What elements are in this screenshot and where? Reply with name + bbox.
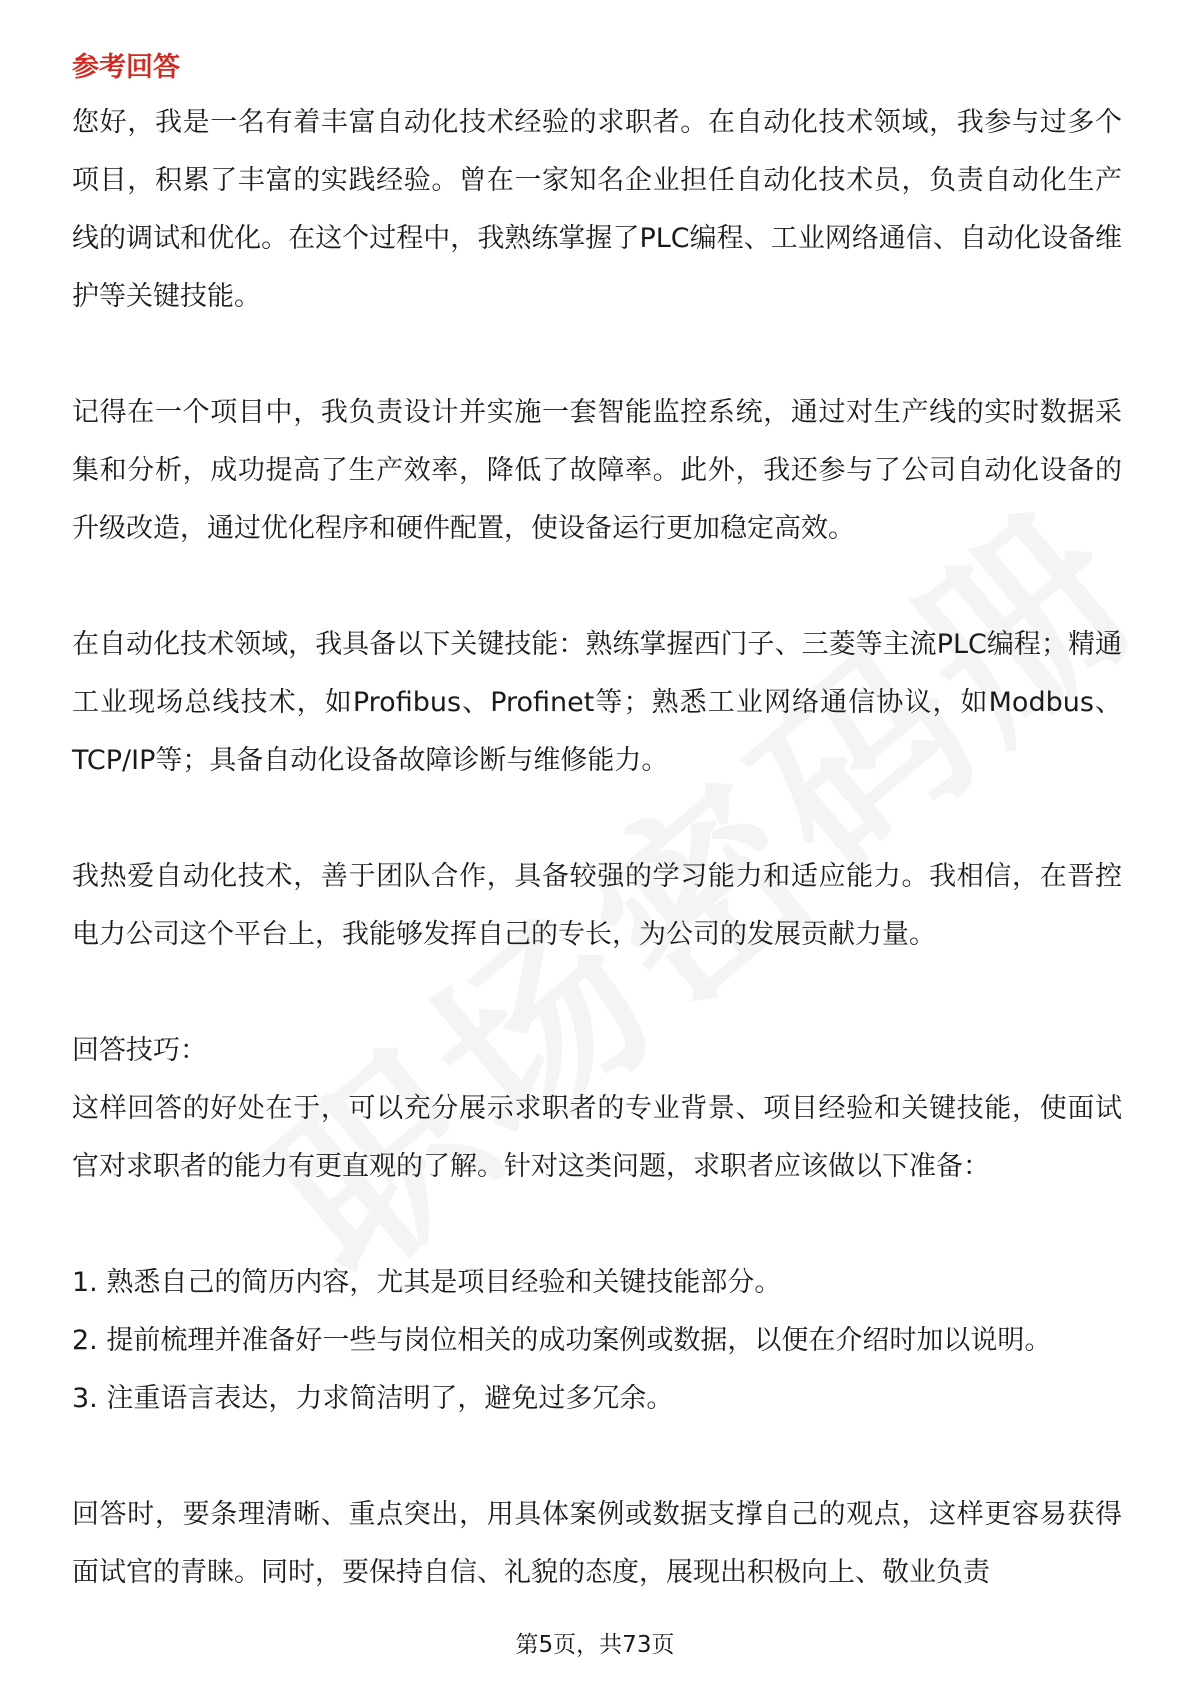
paragraph-gap [72,558,1122,616]
paragraph-gap [72,790,1122,848]
list-item: 3. 注重语言表达，力求简洁明了，避免过多冗余。 [72,1383,674,1414]
list-item: 1. 熟悉自己的简历内容，尤其是项目经验和关键技能部分。 [72,1267,782,1298]
tips-title: 回答技巧： [72,1035,207,1066]
paragraph-gap [72,1428,1122,1486]
paragraph-gap [72,326,1122,384]
section-heading: 参考回答 [72,52,180,83]
page-content [72,48,1122,1602]
answer-paragraph-1: 您好，我是一名有着丰富自动化技术经验的求职者。在自动化技术领域，我参与过多个项目，积累了丰富的实践经验。曾在一家知名企业担任自动化技术员，负责自动化生产线的调试和优化。在这个过程中，我熟练掌握了PLC编程、工业网络通信、自动化设备维护等关键技能。 [72,107,1122,312]
closing-paragraph: 回答时，要条理清晰、重点突出，用具体案例或数据支撑自己的观点，这样更容易获得面试官的青睐。同时，要保持自信、礼貌的态度，展现出积极向上、敬业负责 [72,1499,1122,1588]
tips-paragraph: 这样回答的好处在于，可以充分展示求职者的专业背景、项目经验和关键技能，使面试官对求职者的能力有更直观的了解。针对这类问题，求职者应该做以下准备： [72,1093,1122,1182]
paragraph-gap [72,1196,1122,1254]
answer-paragraph-4: 我热爱自动化技术，善于团队合作，具备较强的学习能力和适应能力。我相信，在晋控电力公司这个平台上，我能够发挥自己的专长，为公司的发展贡献力量。 [72,861,1122,950]
paragraph-gap [72,964,1122,1022]
page-number: 第5页，共73页 [515,1632,675,1658]
list-item: 2. 提前梳理并准备好一些与岗位相关的成功案例或数据，以便在介绍时加以说明。 [72,1325,1052,1356]
answer-paragraph-3: 在自动化技术领域，我具备以下关键技能：熟练掌握西门子、三菱等主流PLC编程；精通工业现场总线技术，如Profibus、Profinet等；熟悉工业网络通信协议，如Modbus、TCP/IP等；具备自动化设备故障诊断与维修能力。 [72,629,1122,776]
answer-paragraph-2: 记得在一个项目中，我负责设计并实施一套智能监控系统，通过对生产线的实时数据采集和分析，成功提高了生产效率，降低了故障率。此外，我还参与了公司自动化设备的升级改造，通过优化程序和硬件配置，使设备运行更加稳定高效。 [72,397,1122,544]
